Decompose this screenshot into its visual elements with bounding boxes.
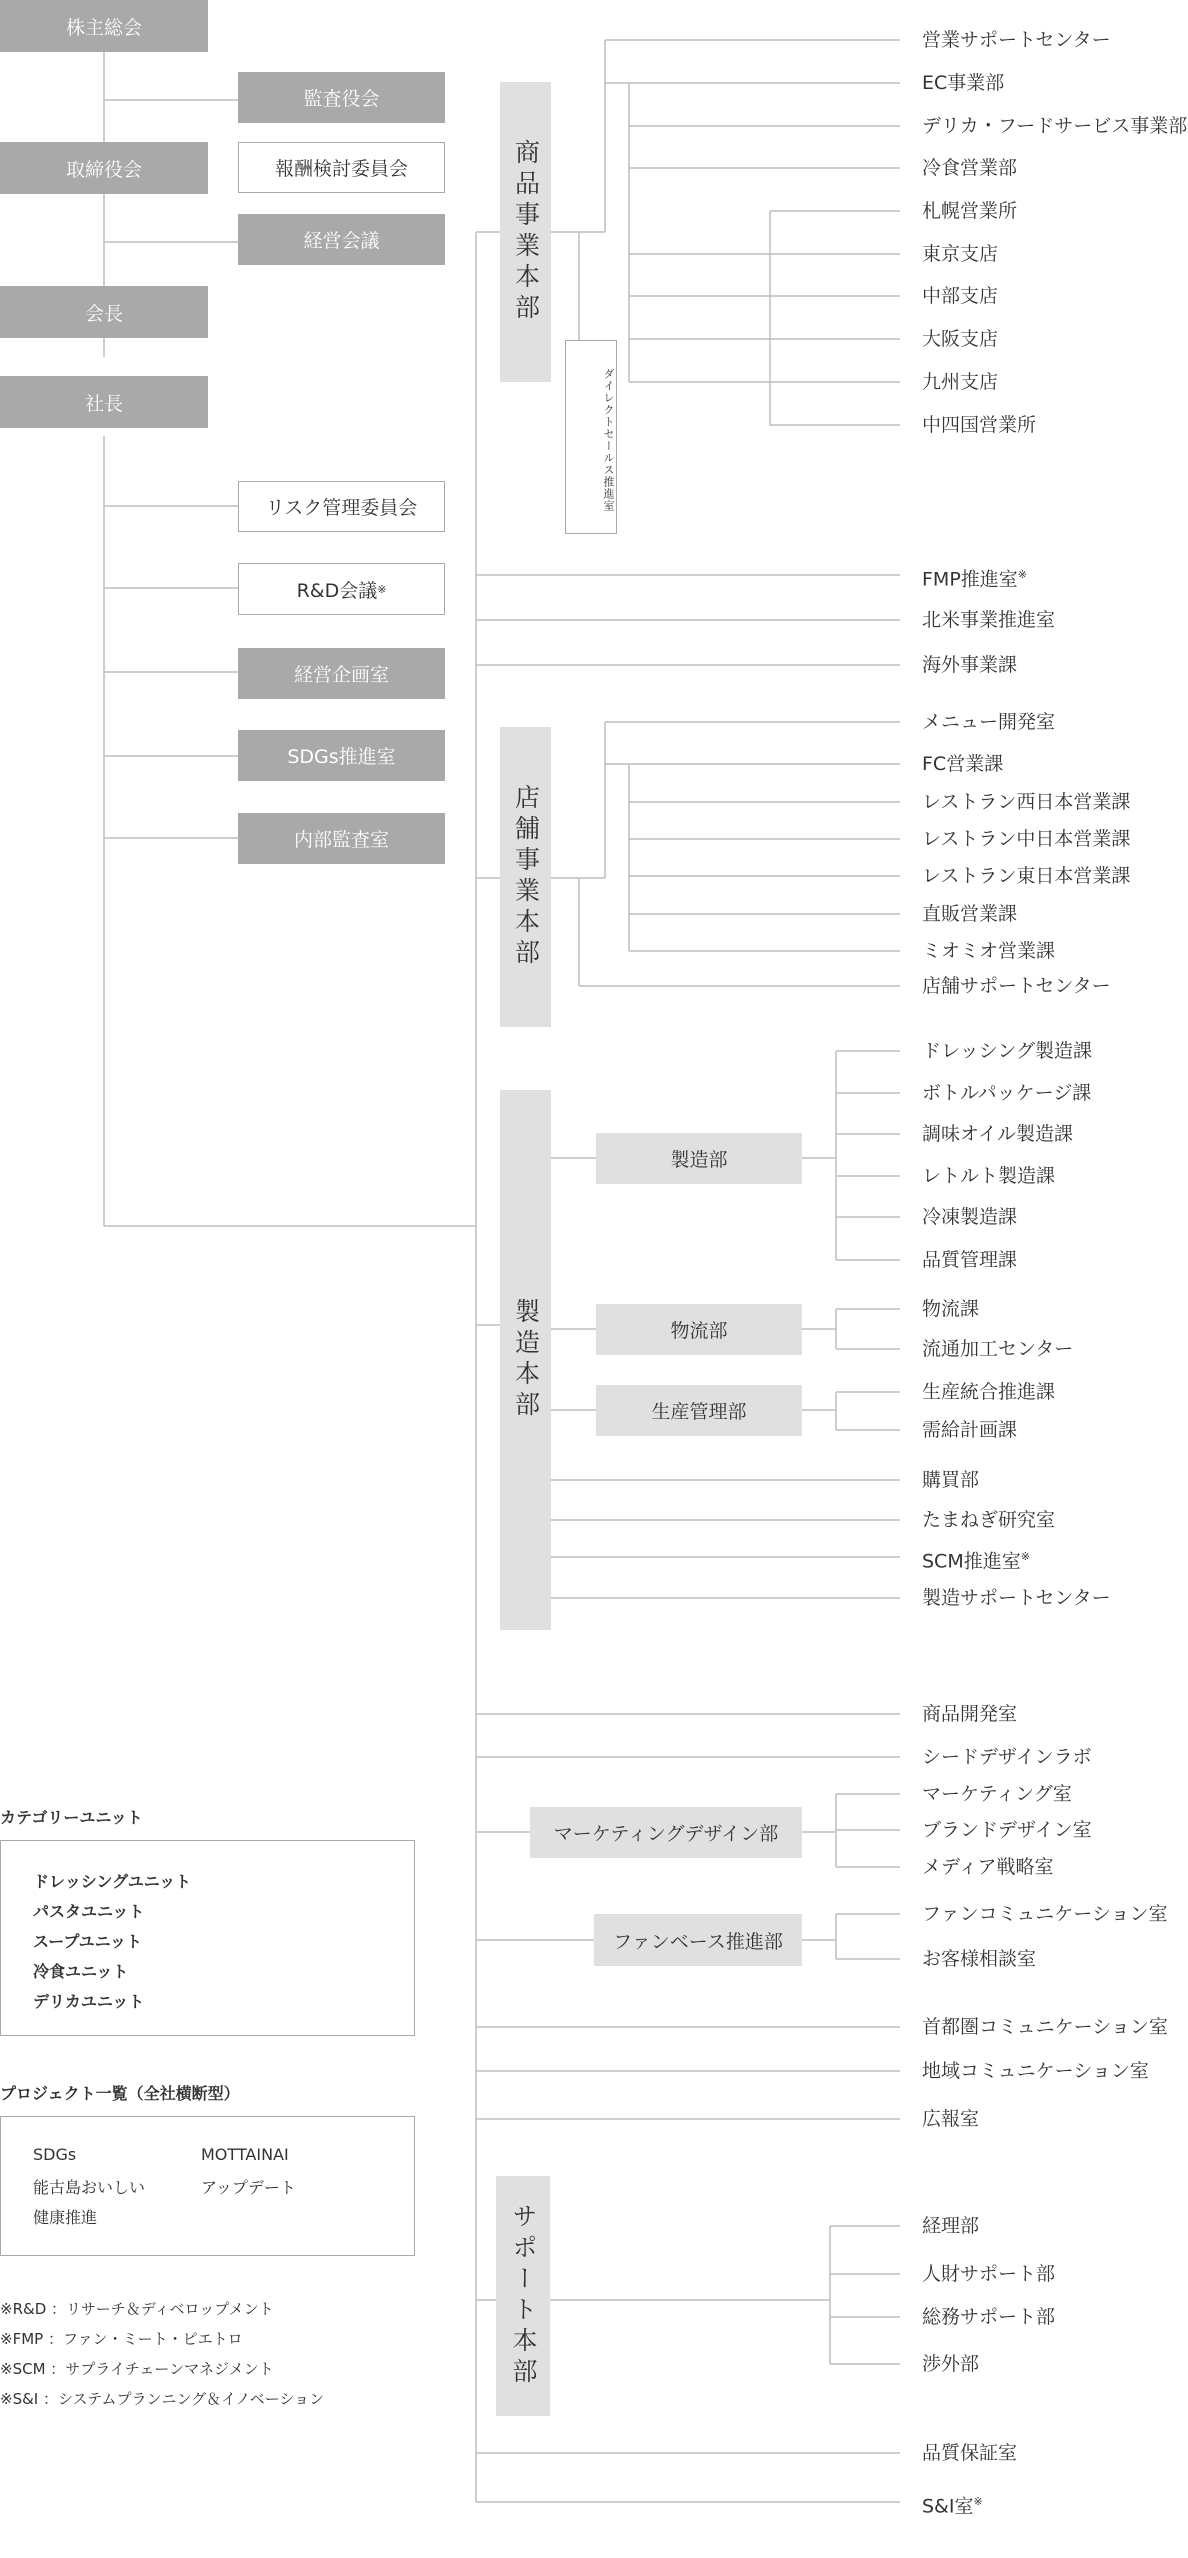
mfg-unit-4: 冷凍製造課 [922, 1206, 1018, 1228]
fmp-note-mark: ※ [1017, 568, 1027, 581]
audit-board-box: 監査役会 [238, 72, 445, 123]
category-item-1: パスタユニット [33, 1902, 145, 1921]
compensation-committee-box: 報酬検討委員会 [238, 142, 445, 193]
footnote-si: ※S&I ：システムプランニング＆イノベーション [0, 2390, 325, 2408]
product-unit-9: 中四国営業所 [922, 414, 1037, 436]
scm-office-label: SCM推進室 [922, 1550, 1021, 1573]
direct-sales-office-box: ダイレクトセールス推進室 [565, 340, 617, 534]
board-of-directors-box: 取締役会 [0, 142, 208, 194]
onion-lab: たまねぎ研究室 [922, 1509, 1056, 1531]
product-unit-2: デリカ・フードサービス事業部 [922, 115, 1188, 137]
middle-unit-2: 広報室 [922, 2108, 980, 2130]
projects-panel [0, 2116, 415, 2256]
support-division-box: サポート本部 [496, 2176, 550, 2416]
project-item-2: 健康推進 [33, 2208, 98, 2227]
fmp-office-label: FMP推進室 [922, 568, 1018, 591]
logistics-unit-0: 物流課 [922, 1298, 980, 1320]
store-unit-0: メニュー開発室 [922, 711, 1056, 733]
mfg-unit-1: ボトルパッケージ課 [922, 1082, 1092, 1104]
production-unit-0: 生産統合推進課 [922, 1381, 1056, 1403]
mfg-unit-3: レトルト製造課 [922, 1165, 1056, 1187]
scm-office [922, 1547, 1030, 1573]
store-unit-7: 店舗サポートセンター [922, 975, 1111, 997]
projects-title: プロジェクト一覧（全社横断型） [0, 2084, 240, 2103]
project-item-0: SDGs [33, 2145, 77, 2164]
chairman-box: 会長 [0, 286, 208, 338]
product-unit-1: EC事業部 [922, 72, 1005, 94]
support-unit-0: 経理部 [922, 2215, 980, 2237]
production-unit-1: 需給計画課 [922, 1419, 1018, 1441]
store-unit-3: レストラン中日本営業課 [922, 828, 1131, 850]
shareholders-meeting-box: 株主総会 [0, 0, 208, 52]
product-unit-4: 札幌営業所 [922, 200, 1018, 222]
product-unit-5: 東京支店 [922, 243, 999, 265]
store-unit-2: レストラン西日本営業課 [922, 791, 1131, 813]
product-unit-8: 九州支店 [922, 371, 999, 393]
product-unit-3: 冷食営業部 [922, 157, 1018, 179]
support-unit-1: 人財サポート部 [922, 2263, 1056, 2285]
si-office-label: S&I室 [922, 2495, 974, 2518]
fanbase-dept-box: ファンベース推進部 [594, 1914, 802, 1966]
si-note-mark: ※ [973, 2495, 983, 2508]
support-unit-3: 渉外部 [922, 2353, 980, 2375]
category-item-2: スープユニット [33, 1932, 142, 1951]
footnote-fmp: ※FMP ：ファン・ミート・ピエトロ [0, 2330, 243, 2348]
marketing-design-dept-box: マーケティングデザイン部 [530, 1807, 802, 1858]
store-division-box: 店舗事業本部 [500, 727, 551, 1027]
category-item-4: デリカユニット [33, 1992, 145, 2011]
product-unit-0: 営業サポートセンター [922, 29, 1111, 51]
internal-audit-box: 内部監査室 [238, 813, 445, 864]
product-dev-office: 商品開発室 [922, 1703, 1018, 1725]
fan-unit-1: お客様相談室 [922, 1948, 1037, 1970]
overseas-section: 海外事業課 [922, 654, 1018, 676]
category-units-title: カテゴリーユニット [0, 1808, 143, 1827]
middle-unit-1: 地域コミュニケーション室 [922, 2060, 1149, 2082]
manufacturing-dept-box: 製造部 [596, 1133, 802, 1184]
mfg-support-center: 製造サポートセンター [922, 1587, 1111, 1609]
president-box: 社長 [0, 376, 208, 428]
product-unit-7: 大阪支店 [922, 328, 999, 350]
mkt-unit-3: メディア戦略室 [922, 1856, 1054, 1878]
store-unit-5: 直販営業課 [922, 903, 1018, 925]
middle-unit-0: 首都圏コミュニケーション室 [922, 2016, 1168, 2038]
store-unit-4: レストラン東日本営業課 [922, 865, 1131, 887]
rd-meeting-box [238, 563, 445, 615]
rd-note-mark: ※ [377, 582, 387, 596]
risk-committee-box: リスク管理委員会 [238, 481, 445, 532]
mfg-unit-0: ドレッシング製造課 [922, 1040, 1092, 1062]
logistics-dept-box: 物流部 [596, 1304, 802, 1355]
category-item-3: 冷食ユニット [33, 1962, 129, 1981]
fan-unit-0: ファンコミュニケーション室 [922, 1903, 1168, 1925]
store-unit-6: ミオミオ営業課 [922, 940, 1056, 962]
logistics-unit-1: 流通加工センター [922, 1338, 1074, 1360]
support-unit-2: 総務サポート部 [922, 2306, 1056, 2328]
purchasing-dept: 購買部 [922, 1469, 980, 1491]
category-units-panel [0, 1840, 415, 2036]
manufacturing-division-box: 製造本部 [500, 1090, 551, 1630]
category-item-0: ドレッシングユニット [33, 1872, 192, 1891]
management-meeting-box: 経営会議 [238, 214, 445, 265]
corporate-planning-box: 経営企画室 [238, 648, 445, 699]
mkt-unit-0: シードデザインラボ [922, 1746, 1092, 1768]
project-item-4: アップデート [201, 2178, 296, 2197]
store-unit-1: FC営業課 [922, 753, 1004, 775]
mkt-unit-1: マーケティング室 [922, 1783, 1072, 1805]
scm-note-mark: ※ [1020, 1550, 1030, 1563]
north-america-office: 北米事業推進室 [922, 609, 1056, 631]
project-item-3: MOTTAINAI [201, 2145, 289, 2164]
project-item-1: 能古島おいしい [33, 2178, 146, 2197]
production-control-dept-box: 生産管理部 [596, 1385, 802, 1436]
rd-meeting-label: R&D会議 [296, 579, 378, 602]
mfg-unit-5: 品質管理課 [922, 1249, 1018, 1271]
si-office [922, 2492, 983, 2518]
mfg-unit-2: 調味オイル製造課 [922, 1123, 1074, 1145]
sdgs-office-box: SDGs推進室 [238, 730, 445, 781]
qa-office: 品質保証室 [922, 2442, 1018, 2464]
footnote-scm: ※SCM ：サプライチェーンマネジメント [0, 2360, 274, 2378]
fmp-office [922, 565, 1027, 591]
footnote-rd: ※R&D ：リサーチ＆ディベロップメント [0, 2300, 274, 2318]
product-division-box: 商品事業本部 [500, 82, 551, 382]
mkt-unit-2: ブランドデザイン室 [922, 1819, 1092, 1841]
product-unit-6: 中部支店 [922, 285, 999, 307]
